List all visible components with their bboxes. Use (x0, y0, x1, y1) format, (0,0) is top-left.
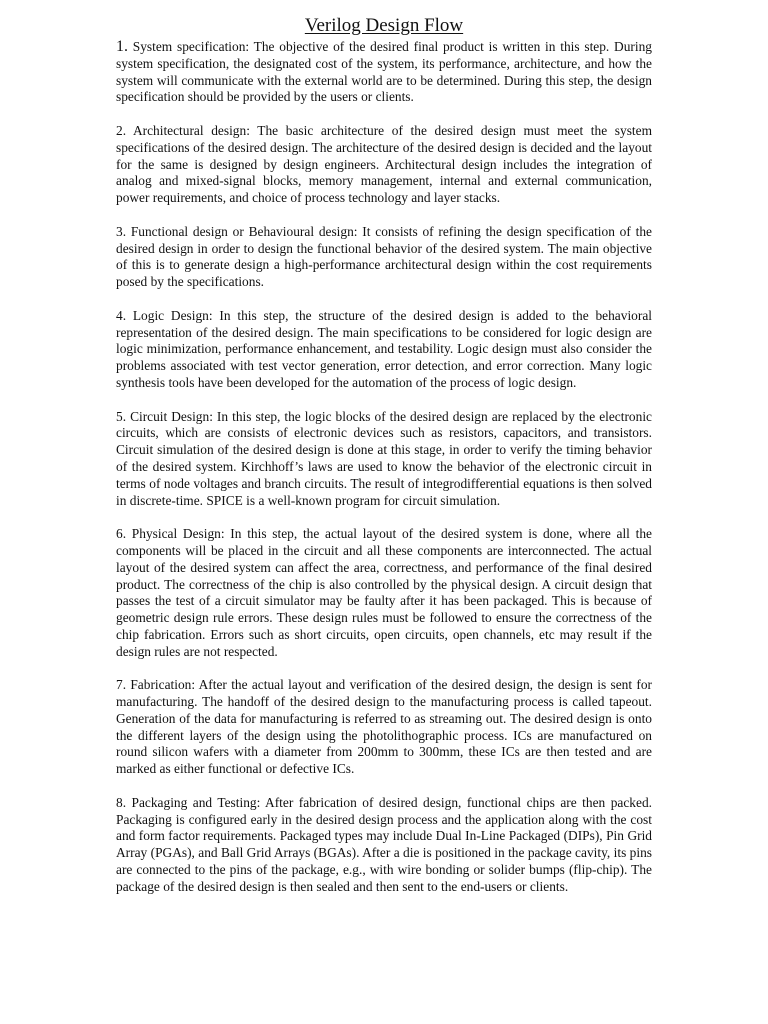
section-text: Logic Design: In this step, the structure of the desired design is added to the behavioral representation of the desired design. The main specifications to be considered for logic design are logic minimization, performance enhancement, and testability. Logic design must also consider the problems associated with test vector generation, error detection, and error correction. Many logic synthesis tools have been developed for the automation of the process of logic design. (116, 307, 652, 390)
page-title-text: Verilog Design Flow (304, 15, 464, 36)
section-text: Functional design or Behavioural design: It consists of refining the design specification of the desired design in order to design the functional behavior of the desired system. The main objective of this is to generate design a high-performance architectural design within the cost requirements posed by the specifications. (116, 223, 652, 290)
section-number: 7. (116, 677, 127, 693)
section-number: 4. (116, 307, 127, 323)
section-number: 2. (116, 122, 127, 138)
section-number: 3. (116, 223, 127, 239)
section-logic-design (116, 308, 652, 392)
section-text: Architectural design: The basic architecture of the desired design must meet the system specifications of the desired design. The architecture of the desired design is decided and the layout for the same is designed by design engineers. Architectural design includes the integration of analog and mixed-signal blocks, memory management, internal and external communication, power requirements, and choice of process technology and layer stacks. (116, 122, 653, 206)
section-packaging-and-testing (116, 795, 652, 896)
section-physical-design (116, 526, 652, 660)
document-body (116, 39, 652, 912)
section-text: Packaging and Testing: After fabrication of desired design, functional chips are then packed. Packaging is configured early in the desired design process and the application along with the cost and form factor requirements. Packaged types may include Dual In-Line Packaged (DIPs), Pin Grid Array (PGAs), and Ball Grid Arrays (BGAs). After a die is positioned in the package cavity, its pins are connected to the pins of the package, e.g., with wire bonding or solider bumps (flip-chip). The package of the desired design is then sealed and then sent to the end-users or clients. (116, 794, 652, 894)
section-number: 8. (116, 794, 127, 810)
section-text: Physical Design: In this step, the actual layout of the desired system is done, where all the components will be placed in the circuit and all these components are interconnected. The actual layout of the desired system can affect the area, correctness, and performance of the final desired product. The correctness of the chip is also controlled by the physical design. A circuit design that passes the test of a circuit simulator may be faulty after it has been packaged. This is because of geometric design rule errors. These design rules must be followed to ensure the correctness of the chip fabrication. Errors such as short circuits, open circuits, open channels, etc may result if the design rules are not respected. (116, 526, 652, 659)
section-text: Fabrication: After the actual layout and verification of the desired design, the design is sent for manufacturing. The handoff of the desired design to the manufacturing process is called tapeout. Generation of the data for manufacturing is referred to as streaming out. The desired design is onto the different layers of the design using the photolithographic process. ICs are manufactured on round silicon wafers with a diameter from 200mm to 300mm, these ICs are then tested and are marked as either functional or defective ICs. (116, 677, 652, 777)
section-circuit-design (116, 409, 652, 510)
section-text: Circuit Design: In this step, the logic blocks of the desired design are replaced by the electronic circuits, which are consists of electronic devices such as resistors, capacitors, and transistors. Circuit simulation of the desired design is done at this stage, in order to verify the timing behavior of the desired system. Kirchhoff’s laws are used to know the behavior of the electronic circuit in terms of node voltages and branch circuits. The result of integrodifferential equations is then solved in discrete-time. SPICE is a well-known program for circuit simulation. (116, 408, 652, 508)
section-number: 1. (116, 38, 128, 55)
section-number: 6. (116, 526, 127, 542)
section-text: System specification: The objective of the desired final product is written in this step. During system specification, the designated cost of the system, its performance, architecture, and how the system will communicate with the external world are to be determined. During this step, the design specification should be provided by the users or clients. (116, 39, 652, 105)
section-number: 5. (116, 408, 127, 424)
section-system-specification (116, 39, 652, 106)
page-title (0, 14, 768, 38)
section-fabrication (116, 677, 652, 778)
section-functional-design (116, 224, 652, 291)
section-architectural-design (116, 123, 652, 207)
